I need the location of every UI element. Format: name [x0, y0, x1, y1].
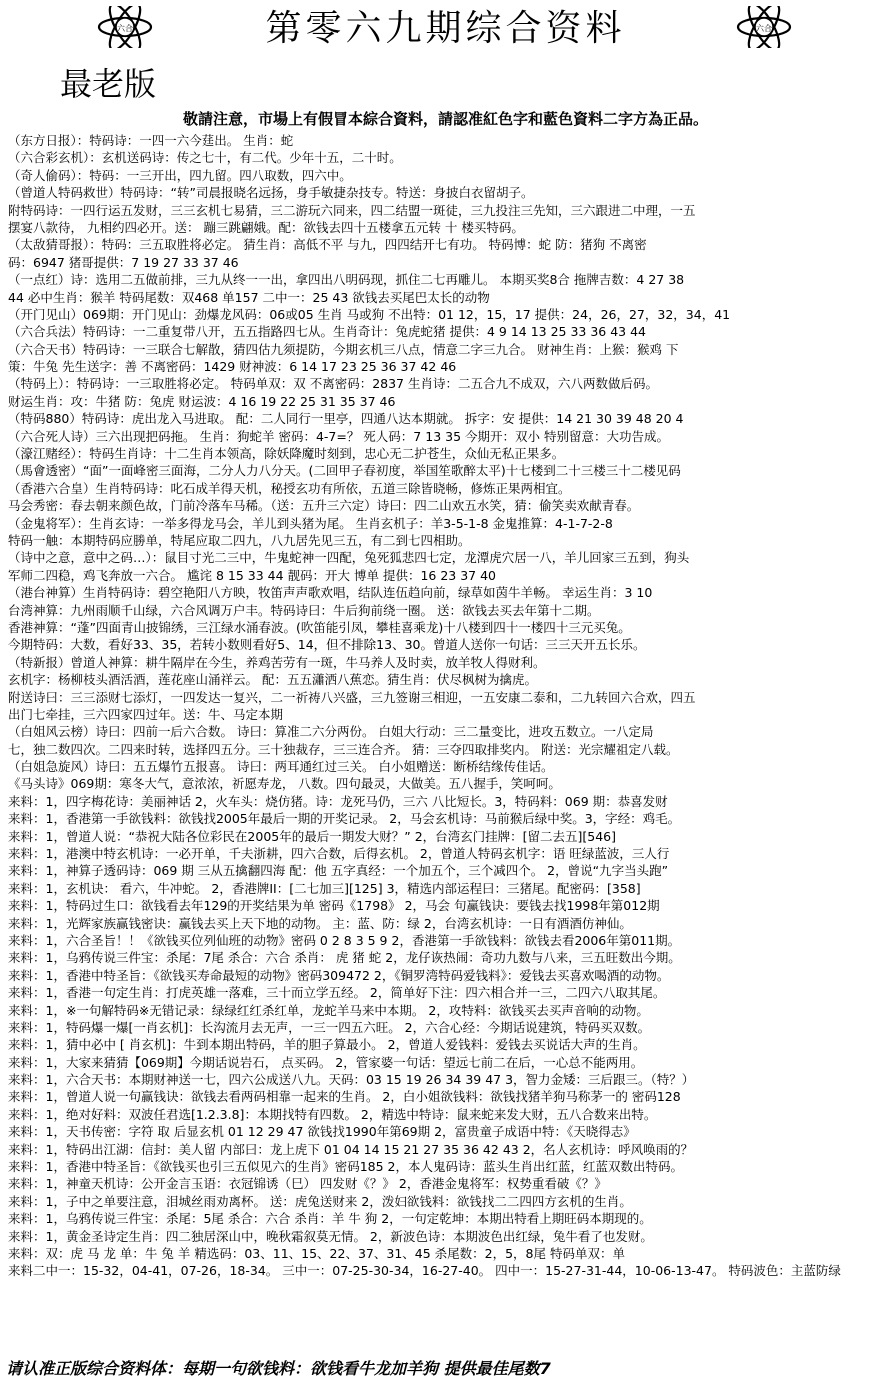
- content-line: （金鬼将军）：生肖玄诗：一举多得龙马会，羊儿到头猪为尾。 生肖玄机子：羊3-5-1-8 金鬼推算：4-1-7-2-8: [8, 515, 613, 531]
- content-line: 来料：1，乌鸦传说三件宝：杀尾：7尾 杀合：六合 杀肖： 虎 猪 蛇 2，龙仔诙热闹：奇功九数与八来，三五旺数出今期。: [8, 950, 681, 966]
- content-line: （六合彩玄机）：玄机送码诗：传之七十，有二代。少年十五，二十时。: [8, 150, 402, 166]
- content-line: （开门见山）069期：开门见山：劲爆龙风码：06或05 生肖 马或狗 不出特：01 12，15，17 提供：24，26，27，32，34，41: [8, 306, 731, 322]
- content-line: （馬會透密）“面”一面峰密三面海，二分人力八分天。(二回甲子春初度，举国笙歌醉太平)十七楼到二十三楼三十二楼见码: [8, 463, 681, 479]
- content-line: （奇人偷码）：特码：一三开出，四九留。四八取数，四六中。: [8, 167, 352, 183]
- content-line: 来料：1，曾道人说：“恭祝大陆各位彩民在2005年的最后一期发大财？” 2，台湾玄门挂牌：[留二去五][546]: [8, 828, 617, 844]
- content-line: 来料：1，香港中特圣旨：《欲钱买寿命最短的动物》密码309472 2，《铜罗湾特码爱钱料》：爱钱去买喜欢喝酒的动物。: [8, 967, 670, 983]
- content-line: 摆宴八款待， 九相约四必开。送： 蹦三跳翩娥。配：欲钱去四十五楼拿五元转 十 楼买特码。: [8, 219, 524, 235]
- content-line: 来料：1，六合天书：本期财神送一七，四六公成送八九。天码：03 15 19 26 34 39 47 3，智力金矮：三后跟三。（特？）: [8, 1072, 695, 1088]
- content-line: （东方日报）：特码诗：一四一六今莛出。 生肖：蛇: [8, 133, 294, 148]
- content-line: 来料：双：虎 马 龙 单：牛 兔 羊 精选码：03、11、15、22、37、31、45 杀尾数：2，5，8尾 特码单双：单: [8, 1246, 625, 1261]
- content-line: 来料：1，绝对好料：双波任君选[1.2.3.8]：本期找特有四数。 2，精选中特诗：鼠来蛇来发大财，五八合数来出特。: [8, 1106, 657, 1122]
- content-line: 来料：1，香港一句定生肖：打虎英雄一落难，三十而立学五经。 2，简单好下注：四六相合并一三，二四六八取其尾。: [8, 985, 666, 1001]
- content-line: （一点红）诗：选用二五做前排，三九从终一一出，拿四出八明码现，抓住二七再雕儿。 本期买奖8合 拖牌吉数：4 27 38: [8, 272, 685, 288]
- content-line: 来料：1，四字梅花诗：美丽神话 2，火车头：烧仿猪。诗：龙死马仍，三六 八比短长。3，特码料：069 期：恭喜发财: [8, 793, 668, 809]
- content-line: 来料：1，子中之单要注意，泪城丝雨劝离杯。 送：虎兔送财来 2，泼妇欲钱料：欲钱找二二四四方玄机的生肖。: [8, 1193, 632, 1209]
- content-line: 附特码诗：一四行运五发财，三三玄机七易猜，三二游玩六同来，四二结盟一斑徒，三九投注三先知，三六跟进二中理，一五: [8, 202, 696, 218]
- page-title: 第零六九期综合资料: [265, 8, 626, 49]
- content-line: （诗中之意，意中之码…）：鼠目寸光二三中，牛鬼蛇神一四配，兔死狐悲四七定，龙潭虎穴居一八，羊儿回家三五到，狗头: [8, 550, 690, 566]
- content-line: 七，独二数四次。二四来时转，选择四五分。三十独裁存，三三连合齐。 猜：三夺四取排奖内。 附送：光宗耀祖定八载。: [8, 741, 679, 757]
- content-line: （白姐风云榜）诗曰：四前一后六合数。 诗曰：算准二六分两份。 白姐大行动：三二量变比，进攻五数立。一八定局: [8, 724, 654, 740]
- content-line: 来料二中一：15-32，04-41，07-26，18-34。 三中一：07-25-30-34，16-27-40。 四中一：15-27-31-44，10-06-13-47。 特码波色：主蓝防绿: [8, 1263, 841, 1279]
- content-line: 来料：1，港澳中特玄机诗：一必开单，千夫浙耕，四六合数，后得玄机。 2，曾道人特码玄机字：语 旺绿蓝波，三人行: [8, 846, 670, 862]
- content-line: 军师二四稳，鸡飞奔放一六合。 尴诧 8 15 33 44 靓码：开大 博单 提供：16 23 37 40: [8, 567, 497, 583]
- content-line: 来料：1，神童天机诗：公开金言玉语：衣冠锦诱（巳） 四发财《？》 2，香港金鬼将军：权势重看破《？》: [8, 1176, 607, 1192]
- content-line: （六合死人诗）三六出现把码拖。 生肖：狗蛇羊 密码：4-7=？ 死人码：7 13 35 今期开：双小 特别留意：大功告成。: [8, 428, 669, 444]
- content-line: 来料：1，神算子透码诗：069 期 三从五擒翻四海 配：他 五字真经：一个加五个，三个减四个。 2，曾说“九字当头跑”: [8, 863, 669, 879]
- content-line: （太敌猜哥报）：特码：三五取胜将必定。 猜生肖：高低不平 与九，四四结开七有功。 特码博：蛇 防：猪狗 不离密: [8, 237, 647, 253]
- content-line: （濠江赌经）：特码生肖诗：十二生肖本领高，除妖降魔时刻到，忠心无二护苍生，众仙无私正果多。: [8, 446, 565, 462]
- content-line: 玄机字：杨柳枝头酒活酒，莲花座山涌祥云。 配：五五瀟洒八蕉恋。猜生肖：伏尽枫树为擒虎。: [8, 672, 537, 688]
- content-line: （港台神算）生肖特码诗：碧空艳阳八方映，牧笛声声歌欢唱，结队连伍趋向前，绿草如茵牛羊畅。 幸运生肖：3 10: [8, 585, 653, 601]
- content-line: 来料：1，黄金圣诗定生肖：四二独居深山中，晚秋霜叙莫无情。 2，新波色诗：本期波色出红绿，兔牛看了也发财。: [8, 1228, 653, 1244]
- content-line: 马会秀密：春去朝来颜色故，门前冷落车马稀。（送：五升三六定）诗曰：四二山欢五水笑，猜：偷笑卖欢献青春。: [8, 498, 640, 514]
- footer-note: 请认准正版综合资料体：每期一句欲钱料：欲钱看牛龙加羊狗 提供最佳尾数7: [6, 1359, 551, 1378]
- content-line: （特码880）特码诗：虎出龙入马进取。 配：二人同行一里亭，四通八达本期就。 拆字：安 提供：14 21 30 39 48 20 4: [8, 411, 684, 427]
- content-line: （六合天书）特码诗：一三联合七解散，猜四估九须提防，今期玄机三八点，情意二字三九合。 财神生肖：上猴：猴鸡 下: [8, 341, 679, 357]
- content-line: 来料：1，特码爆一爆[一肖玄机]：长沟流月去无声，一三一四五六旺。 2，六合心经：今期话说建筑，特码买双数。: [8, 1019, 651, 1035]
- content-line: 来料：1，六合圣旨！！《欲钱买位列仙班的动物》密码 0 2 8 3 5 9 2，香港第一手欲钱料：欲钱去看2006年第011期。: [8, 932, 681, 948]
- content-line: 附送诗曰：三三添财七添灯，一四发达一复兴，二一祈祷八兴盛，三九签谢三相迎，一五安康二泰和，二九转回六合欢，四五: [8, 689, 696, 705]
- content-line: 今期特码：大数，看好33、35，若转小数则看好5、14，但不排除13、30。曾道人送你一句话：三三天开五长乐。: [8, 637, 646, 653]
- content-line: 来料：1，光辉家族赢钱密诀：赢钱去买上天下地的动物。 主：蓝、防：绿 2，台湾玄机诗：一日有酒酒仿神仙。: [8, 915, 632, 931]
- content-body: [8, 132, 884, 1354]
- content-line: （特码上）：特码诗：一三取胜将必定。 特码单双：双 不离密码：2837 生肖诗：二五合九不成双，六八两数做后码。: [8, 376, 658, 392]
- atom-logo-icon: [735, 6, 793, 48]
- content-line: 来料：1，曾道人说一句赢钱诀：欲钱去看两码相靠一起来的生肖。 2，白小姐欲钱料：欲钱找猪羊狗马称茅一的 密码128: [8, 1089, 681, 1105]
- content-line: 来料：1，香港中特圣旨：《欲钱买也引三五似见六的生肖》密码185 2，本人鬼码诗：蓝头生肖出红蓝，红蓝双数出特码。: [8, 1159, 683, 1175]
- content-line: （香港六合皇）生肖特码诗：叱石成羊得天机，秘授玄功有所依，五道三除皆晓畅，修炼正果两相宜。: [8, 480, 571, 496]
- atom-logo-icon: [96, 6, 154, 48]
- content-line: 来料：1，特码过生口：欲钱看去年129的开奖结果为单 密码《1798》 2，马会 句赢钱诀：要钱去找1998年第012期: [8, 898, 660, 914]
- authenticity-notice: 敬請注意，市場上有假冒本綜合資料，請認准紅色字和藍色資料二字方為正品。: [182, 110, 708, 128]
- content-line: （白姐急旋风）诗曰：五五爆竹五报喜。 诗曰：两耳通红过三关。 白小姐赠送：断桥结缘传佳话。: [8, 759, 554, 775]
- content-line: 香港神算：“蓬”四面青山披锦绣，三江绿水涌春波。(吹笛能引凤，攀桂喜乘龙)十八楼到四十一楼四十三元买兔。: [8, 619, 631, 635]
- content-line: 44 必中生肖：猴羊 特码尾数：双468 单157 二中一：25 43 欲钱去买尾巴太长的动物: [8, 289, 490, 305]
- content-line: 来料：1，特码出江湖：信封：美人留 内部曰：龙上虎下 01 04 14 15 21 27 35 36 42 43 2，名人玄机诗：呼风唤雨的？: [8, 1141, 694, 1157]
- edition-label: 最老版: [60, 65, 157, 103]
- content-line: 《马头诗》069期：寒冬大气，意浓浓，祈愿寿龙， 八数。四句最灵，大做美。五八握手，笑呵呵。: [8, 776, 561, 792]
- content-line: （特新报）曾道人神算：耕牛隔岸在今生，养鸡苦劳有一斑，牛马养人及时卖，放羊牧人得财利。: [8, 654, 546, 670]
- content-line: 来料：1，猜中必中 [ 肖玄机]：牛到本期出特码，羊的胆子算最小。 2，曾道人爱钱料：爱钱去买说话大声的生肖。: [8, 1037, 646, 1053]
- content-line: 财运生肖：攻：牛猪 防：兔虎 财运波：4 16 19 22 25 31 35 37 46: [8, 393, 396, 409]
- content-line: 特码一触：本期特码应勝单，特尾应取二四九，八九居先见三五，有二到七四相助。: [8, 532, 471, 548]
- content-line: （六合兵法）特码诗：一二重复带八开，五五指路四七从。生肖奇计：兔虎蛇猪 提供：4 9 14 13 25 33 36 43 44: [8, 324, 647, 340]
- content-line: 码：6947 猪哥提供：7 19 27 33 37 46: [8, 254, 239, 270]
- content-line: 来料：1，香港第一手欲钱料：欲钱找2005年最后一期的开奖记录。 2，马会玄机诗：马前猴后绿中奖。3，字经：鸡毛。: [8, 811, 681, 827]
- content-line: 来料：1，天书传密：字符 取 后显玄机 01 12 29 47 欲钱找1990年第69期 2，富贵童子成语中特：《天晓得志》: [8, 1124, 636, 1140]
- atom-logo-text: 六合: [756, 24, 772, 33]
- content-line: 来料：1，※一句解特码※无错记录：绿绿红红杀红单，龙蛇羊马来中本期。 2，攻特料：欲钱买去买声音响的动物。: [8, 1002, 649, 1018]
- content-line: 来料：1，玄机诀： 看六，牛冲蛇。 2，香港牌II：[二七加三][125] 3，精选内部运程曰：三猪尾。配密码：[358]: [8, 880, 641, 896]
- atom-logo-text: 六合: [117, 24, 133, 33]
- content-line: 来料：1，乌鸦传说三件宝：杀尾：5尾 杀合：六合 杀肖：羊 牛 狗 2，一句定乾坤：本期出特看上期旺码本期现的。: [8, 1211, 652, 1227]
- content-line: 来料：1，大家来猜猜【069期】今期话说岩石， 点买码。 2，管家婆一句话：望远七前二在后，一心总不能两用。: [8, 1054, 644, 1070]
- content-line: 策：牛兔 先生送字：善 不离密码：1429 财神波：6 14 17 23 25 36 37 42 46: [8, 359, 457, 375]
- content-line: 出门七牵挂，三六四家四过年。送：牛、马定本期: [8, 706, 284, 722]
- content-line: （曾道人特码救世）特码诗：“转”司晨报晓名远扬，身手敏捷杂技专。特送：身披白衣留胡子。: [8, 185, 534, 201]
- content-line: 台湾神算：九州雨顺千山绿，六合风调万户丰。特码诗曰：牛后狗前绕一圈。 送：欲钱去买去年第十二期。: [8, 602, 600, 618]
